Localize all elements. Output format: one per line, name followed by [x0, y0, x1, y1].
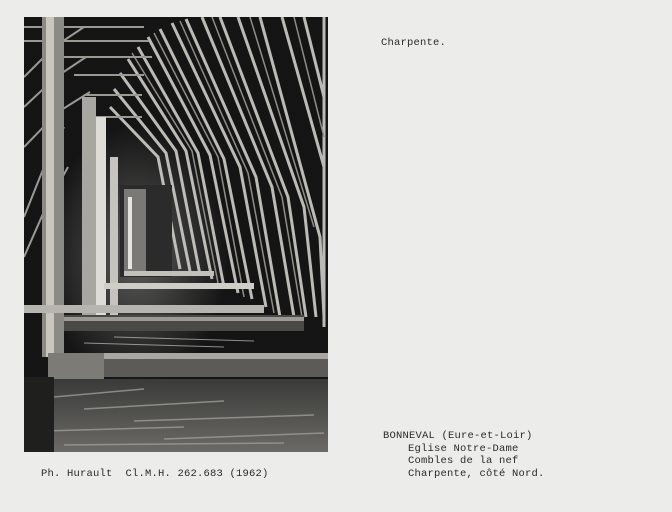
- location-line-town: BONNEVAL (Eure-et-Loir): [383, 430, 533, 442]
- roof-framework-photo: [24, 17, 328, 452]
- location-line-area: Combles de la nef: [408, 455, 519, 467]
- photo-drawing: [24, 17, 328, 452]
- subject-label: Charpente.: [381, 37, 447, 49]
- location-block: [383, 430, 545, 480]
- photo-credit: Ph. Hurault Cl.M.H. 262.683 (1962): [41, 468, 269, 480]
- location-line-church: Eglise Notre-Dame: [408, 442, 519, 455]
- location-line-detail: Charpente, côté Nord.: [408, 467, 545, 480]
